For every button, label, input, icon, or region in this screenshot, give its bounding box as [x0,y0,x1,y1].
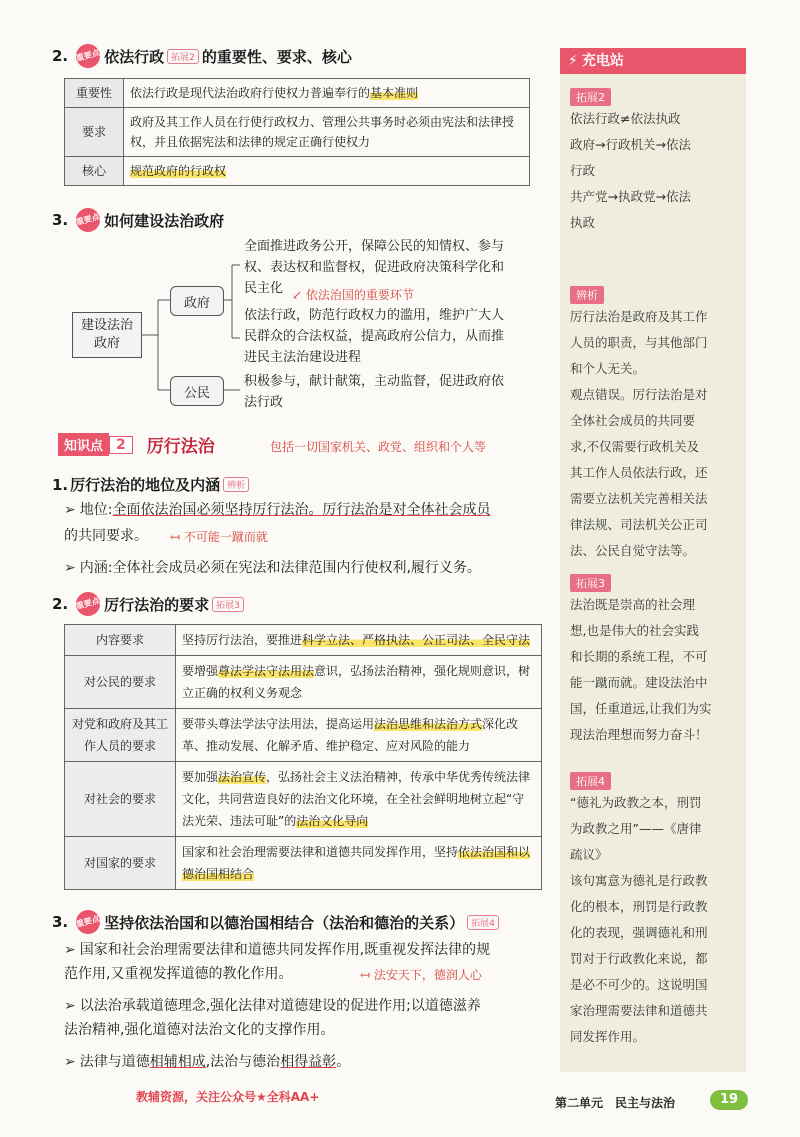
row-header: 对社会的要求 [65,762,176,837]
section-jiehe-title [52,910,502,934]
tree-text-2 [244,305,544,368]
jiehe-line-1b: 范作用,又重视发挥道德的教化作用。 [64,966,293,982]
table-cell: 依法行政是现代法治政府行使权力普遍奉行的基本准则 [124,79,530,108]
table-row [65,79,530,108]
text-line: 全面推进政务公开，保障公民的知情权、参与 [244,239,505,254]
title-text: 如何建设法治政府 [104,211,225,230]
handwritten-note: ↙ 依法治国的重要环节 [292,288,414,302]
section-diwei-title [52,474,252,495]
neihan-line: ➢ 内涵:全体社会成员必须在宪法和法律范围内行使权利,履行义务。 [64,560,481,576]
row-header: 重要性 [65,79,124,108]
footer-promo: 教辅资源，关注公众号★全科AA+ [136,1090,320,1104]
important-badge-icon: 重要点 [73,907,102,936]
sidebar-tag[interactable]: 拓展2 [570,88,611,106]
bullet-arrow-icon: ➢ [64,502,76,518]
tree-root-box [72,312,142,358]
tree-root-label: 建设法治政府 [80,318,133,351]
handwritten-note: ↤ 法安天下，德润人心 [360,968,482,982]
title-text: 坚持依法治国和以德治国相结合（法治和德治的关系） [104,913,465,932]
sidebar-text: 法治既是崇高的社会理 想,也是伟大的社会实践 和长期的系统工程，不可 能一蹴而就。建设法治中 国，任重道远,让我们为实 现法治理想而努力奋斗！ [570,597,712,742]
table-cell: 政府及其工作人员在行使行政权力、管理公共事务时必须由宪法和法律授权，并且依据宪法和法律的规定正确行使权力 [124,108,530,157]
sidebar-block-tuozhan3 [570,572,742,748]
important-badge-icon: 重要点 [73,589,102,618]
table-row [65,762,542,837]
section-number: 3. [52,913,69,931]
sidebar-block-tuozhan2 [570,86,742,236]
yifa-table [64,78,530,186]
footer-unit: 第二单元 民主与法治 [555,1096,676,1110]
row-header: 要求 [65,108,124,157]
knowledge-title: 厉行法治 [146,437,215,457]
row-header: 对国家的要求 [65,837,176,890]
lightning-icon: ⚡ [568,53,578,69]
knowledge-number: 2 [109,436,133,454]
text-line: 权、表达权和监督权，促进政府决策科学化和 [244,260,505,275]
row-header: 对公民的要求 [65,656,176,709]
table-row [65,837,542,890]
tag-tuozhan[interactable]: 拓展4 [467,915,499,930]
handwritten-note: 包括一切国家机关、政党、组织和个人等 [270,440,487,454]
title-part: 依法行政 [104,47,165,66]
table-cell: 规范政府的行政权 [124,157,530,186]
sidebar-tag[interactable]: 拓展3 [570,574,611,592]
sidebar-block-tuozhan4 [570,770,742,1050]
row-header: 对党和政府及其工作人员的要求 [65,709,176,762]
table-row [65,656,542,709]
sidebar-text: 厉行法治是政府及其工作 人员的职责，与其他部门 和个人无关。 观点错误。厉行法治是对 全体社会成员的共同要 求,不仅需要行政机关及 其工作人员依法行政，还 需要立法机关完善相关法 律法规、司法机关公正司 法、公民自觉守法等。 [570,309,708,558]
jiehe-line-2b: 法治精神,强化道德对法治文化的支撑作用。 [64,1022,335,1038]
diwei-line-2: 的共同要求。 [64,528,148,544]
section-jianshe-title [52,208,224,232]
important-badge-icon: 重要点 [73,205,102,234]
sidebar-tag[interactable]: 辨析 [570,286,604,304]
text-line: 法行政 [244,395,284,410]
important-badge-icon: 重要点 [73,41,102,70]
bullet-arrow-icon: ➢ [64,998,76,1014]
tree-node-government [170,286,224,316]
section-number: 2. [52,47,69,65]
table-cell: 要加强法治宣传，弘扬社会主义法治精神，传承中华优秀传统法律文化，共同营造良好的法治文化环境，在全社会鲜明地树立起“守法光荣、违法可耻”的法治文化导向 [176,762,542,837]
sidebar-header-label: 充电站 [581,53,624,69]
table-cell: 要带头尊法学法守法用法，提高运用法治思维和法治方式深化改革、推动发展、化解矛盾、维护稳定、应对风险的能力 [176,709,542,762]
text-line: 积极参与，献计献策，主动监督，促进政府依 [244,374,505,389]
text-line: 依法行政，防范行政权力的滥用，维护广大人 [244,308,505,323]
section-number: 2. [52,595,69,613]
section-yifa-xingzheng-title [52,44,352,68]
jiehe-line-1: ➢ 国家和社会治理需要法律和道德共同发挥作用,既重视发挥法律的规 [64,942,491,958]
jiehe-line-2: ➢ 以法治承载道德理念,强化法律对道德建设的促进作用;以道德滋养 [64,998,481,1014]
yaoqiu-table [64,624,542,890]
table-cell: 国家和社会治理需要法律和道德共同发挥作用，坚持依法治国和以德治国相结合 [176,837,542,890]
jiehe-line-3: ➢ 法律与道德相辅相成,法治与德治相得益彰。 [64,1054,351,1070]
title-text: 厉行法治的地位及内涵 [70,476,221,494]
text-line: 进民主法治建设进程 [244,350,362,365]
sidebar-text: 依法行政≠依法执政 政府→行政机关→依法 行政 共产党→执政党→依法 执政 [570,111,691,230]
page-number-badge: 19 [710,1090,748,1110]
section-yaoqiu-title [52,592,247,616]
row-header: 核心 [65,157,124,186]
tag-tuozhan[interactable]: 拓展2 [167,49,199,64]
title-part: 的重要性、要求、核心 [201,47,352,66]
table-row [65,709,542,762]
title-text: 厉行法治的要求 [104,595,210,614]
sidebar-tag[interactable]: 拓展4 [570,772,611,790]
sidebar-header [560,48,746,74]
tag-tuozhan[interactable]: 拓展3 [212,597,244,612]
knowledge-point-header [58,432,215,457]
text-line: 民主化 [244,281,284,296]
tag-bianxi[interactable]: 辨析 [223,477,249,492]
table-row [65,108,530,157]
section-number: 3. [52,211,69,229]
table-cell: 要增强尊法学法守法用法意识，弘扬法治精神，强化规则意识，树立正确的权利义务观念 [176,656,542,709]
table-row [65,157,530,186]
node-label: 公民 [183,385,210,401]
bullet-arrow-icon: ➢ [64,560,76,576]
table-row [65,625,542,656]
table-cell: 坚持厉行法治，要推进科学立法、严格执法、公正司法、全民守法 [176,625,542,656]
sidebar-block-bianxi [570,284,742,564]
tree-node-citizen [170,376,224,406]
diwei-line: ➢ 地位:全面依法治国必须坚持厉行法治。厉行法治是对全体社会成员 [64,502,491,518]
bullet-arrow-icon: ➢ [64,942,76,958]
text-line: 民群众的合法权益，提高政府公信力，从而推 [244,329,505,344]
knowledge-label: 知识点 [58,433,109,456]
bullet-arrow-icon: ➢ [64,1054,76,1070]
sidebar-text: “德礼为政教之本，刑罚 为政教之用”——《唐律 疏议》 该句寓意为德礼是行政教 化的根本，刑罚是行政教 化的表现，强调德礼和刑 罚对于行政教化来说，都 是必不可少的。这说明国 家治理需要法律和道德共 同发挥作用。 [570,795,708,1044]
section-number: 1. [52,475,69,494]
row-header: 内容要求 [65,625,176,656]
handwritten-note: ↤ 不可能一蹴而就 [170,530,268,544]
tree-text-3 [244,371,544,413]
node-label: 政府 [183,295,210,311]
